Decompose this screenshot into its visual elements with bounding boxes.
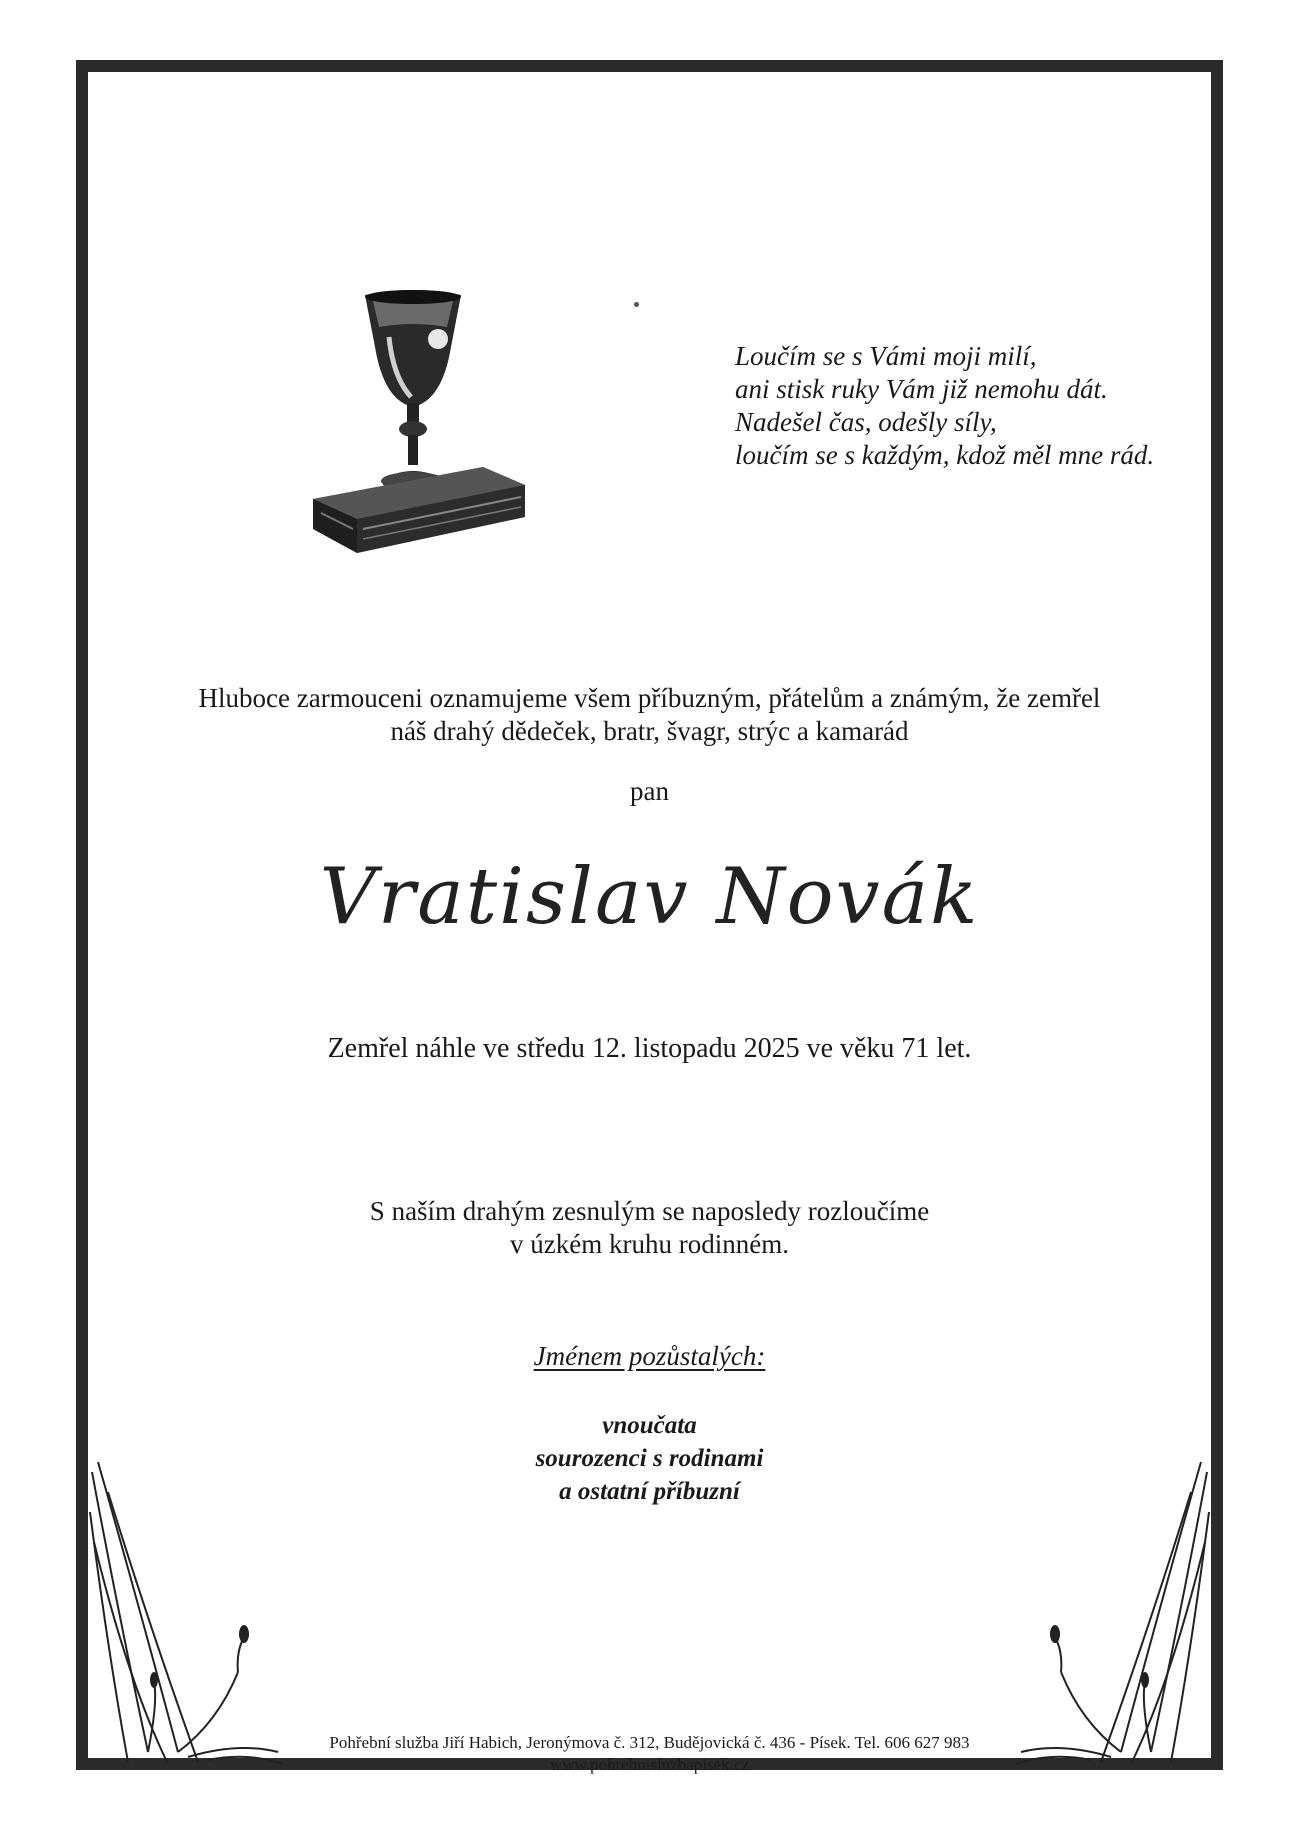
announcement-line: Hluboce zarmouceni oznamujeme všem příbuzným, přátelům a známým, že zemřel	[198, 683, 1101, 713]
farewell-poem	[735, 340, 1154, 472]
death-notice: Zemřel náhle ve středu 12. listopadu 2025 ve věku 71 let.	[327, 1033, 972, 1064]
farewell-line: v úzkém kruhu rodinném.	[510, 1229, 789, 1259]
poem-line: Nadešel čas, odešly síly,	[735, 407, 997, 437]
mourner-item: a ostatní příbuzní	[559, 1478, 740, 1505]
announcement-line: náš drahý dědeček, bratr, švagr, strýc a kamarád	[390, 716, 909, 746]
deceased-name: Vratislav Novák	[319, 852, 980, 942]
poem-line: ani stisk ruky Vám již nemohu dát.	[735, 374, 1108, 404]
footer-address: Pohřební služba Jiří Habich, Jeronýmova č. 312, Budějovická č. 436 - Písek. Tel. 606 627 983	[329, 1733, 970, 1752]
mourning-border	[76, 60, 1223, 1774]
mourner-item: sourozenci s rodinami	[535, 1445, 764, 1472]
grass-ornament-icon	[88, 1452, 288, 1772]
announcement-text	[88, 682, 1211, 748]
honorific: pan	[630, 776, 669, 806]
farewell-line: S naším drahým zesnulým se naposledy rozloučíme	[369, 1196, 930, 1226]
on-behalf-label: Jménem pozůstalých:	[533, 1341, 766, 1371]
chalice-on-book-icon	[273, 267, 533, 587]
grass-ornament-icon	[1011, 1452, 1211, 1772]
poem-line: Loučím se s Vámi moji milí,	[735, 341, 1037, 371]
funeral-service-footer	[88, 1732, 1211, 1776]
footer-website: www.pohrebnisluzbapisek.cz	[549, 1755, 750, 1774]
mourner-item: vnoučata	[602, 1412, 697, 1439]
poem-line: loučím se s každým, kdož měl mne rád.	[735, 440, 1155, 470]
scan-speck	[634, 302, 639, 307]
farewell-notice	[88, 1195, 1211, 1261]
